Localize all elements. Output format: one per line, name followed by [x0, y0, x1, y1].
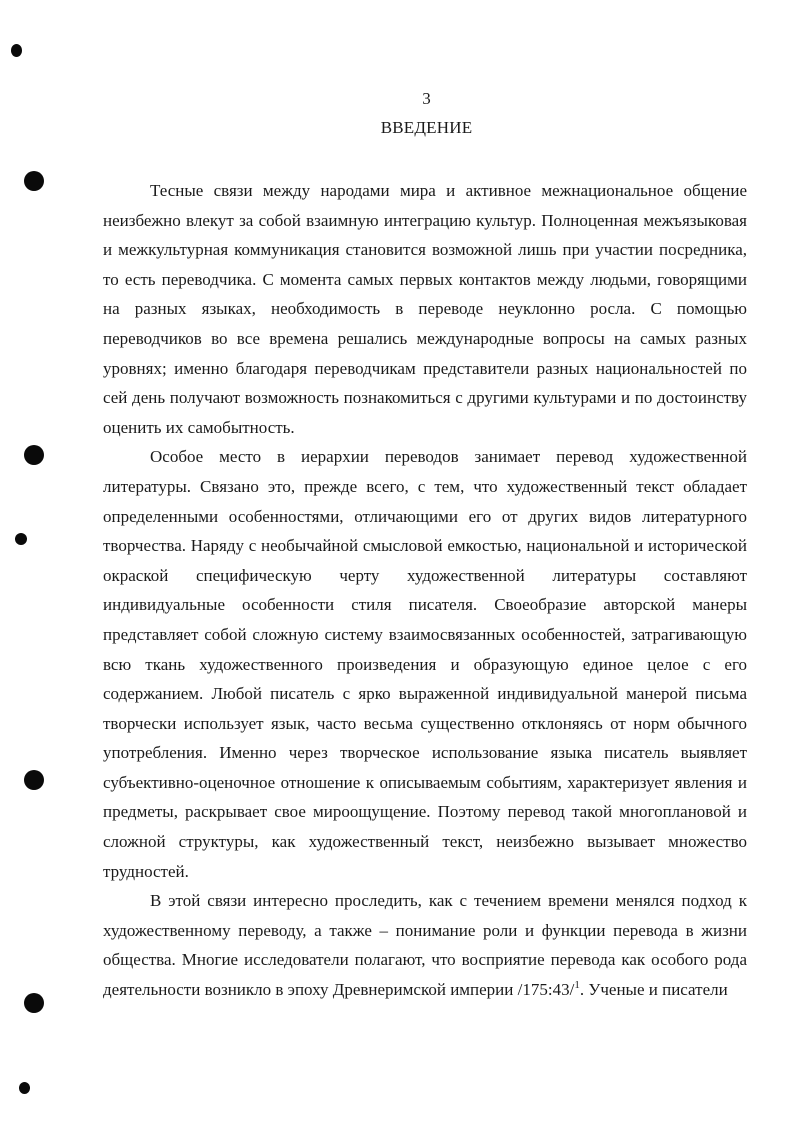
paragraph-3	[103, 886, 747, 1004]
section-heading: ВВЕДЕНИЕ	[380, 118, 473, 137]
body-text	[103, 176, 747, 1005]
punch-hole-mark	[24, 770, 44, 790]
punch-hole-mark	[19, 1082, 30, 1094]
punch-hole-mark	[11, 44, 22, 57]
page-number: 3	[422, 89, 431, 108]
punch-hole-mark	[24, 171, 44, 191]
paragraph-3-tail: . Ученые и писатели	[579, 980, 728, 1000]
paragraph-2: Особое место в иерархии переводов занимает перевод художественной литературы. Связано это, прежде всего, с тем, что художественный текст обладает определенными особенностями, отличающими его от других видов литературного творчества. Наряду с необычайной смысловой емкостью, национальной и исторической окраской специфическую черту художественной литературы составляют индивидуальные особенности стиля писателя. Своеобразие авторской манеры представляет собой сложную систему взаимосвязанных особенностей, затрагивающую всю ткань художественного произведения и образующую единое целое с его содержанием. Любой писатель с ярко выраженной индивидуальной манерой письма творчески использует язык, часто весьма существенно отклоняясь от норм обычного употребления. Именно через творческое использование языка писатель выявляет субъективно-оценочное отношение к описываемым событиям, характеризует явления и предметы, раскрывает свое мироощущение. Поэтому перевод такой многоплановой и сложной структуры, как художественный текст, неизбежно вызывает множество трудностей.	[103, 447, 747, 881]
punch-hole-mark	[15, 533, 27, 545]
punch-hole-mark	[24, 993, 44, 1013]
paragraph-3-text: В этой связи интересно проследить, как с течением времени менялся подход к художественному переводу, а также – понимание роли и функции перевода в жизни общества. Многие исследователи полагают, что восприятие перевода как особого рода деятельности возникло в эпоху Древнеримской империи /175:43/	[103, 891, 747, 1000]
punch-hole-mark	[24, 445, 44, 465]
paragraph-1: Тесные связи между народами мира и активное межнациональное общение неизбежно влекут за собой взаимную интеграцию культур. Полноценная межъязыковая и межкультурная коммуникация становится возможной лишь при участии посредника, то есть переводчика. С момента самых первых контактов между людьми, говорящими на разных языках, необходимость в переводе неуклонно росла. С помощью переводчиков во все времена решались международные вопросы на самых разных уровнях; именно благодаря переводчикам представители разных национальностей по сей день получают возможность познакомиться с другими культурами и по достоинству оценить их самобытность.	[103, 181, 747, 437]
footnote-reference: 1	[574, 979, 580, 992]
